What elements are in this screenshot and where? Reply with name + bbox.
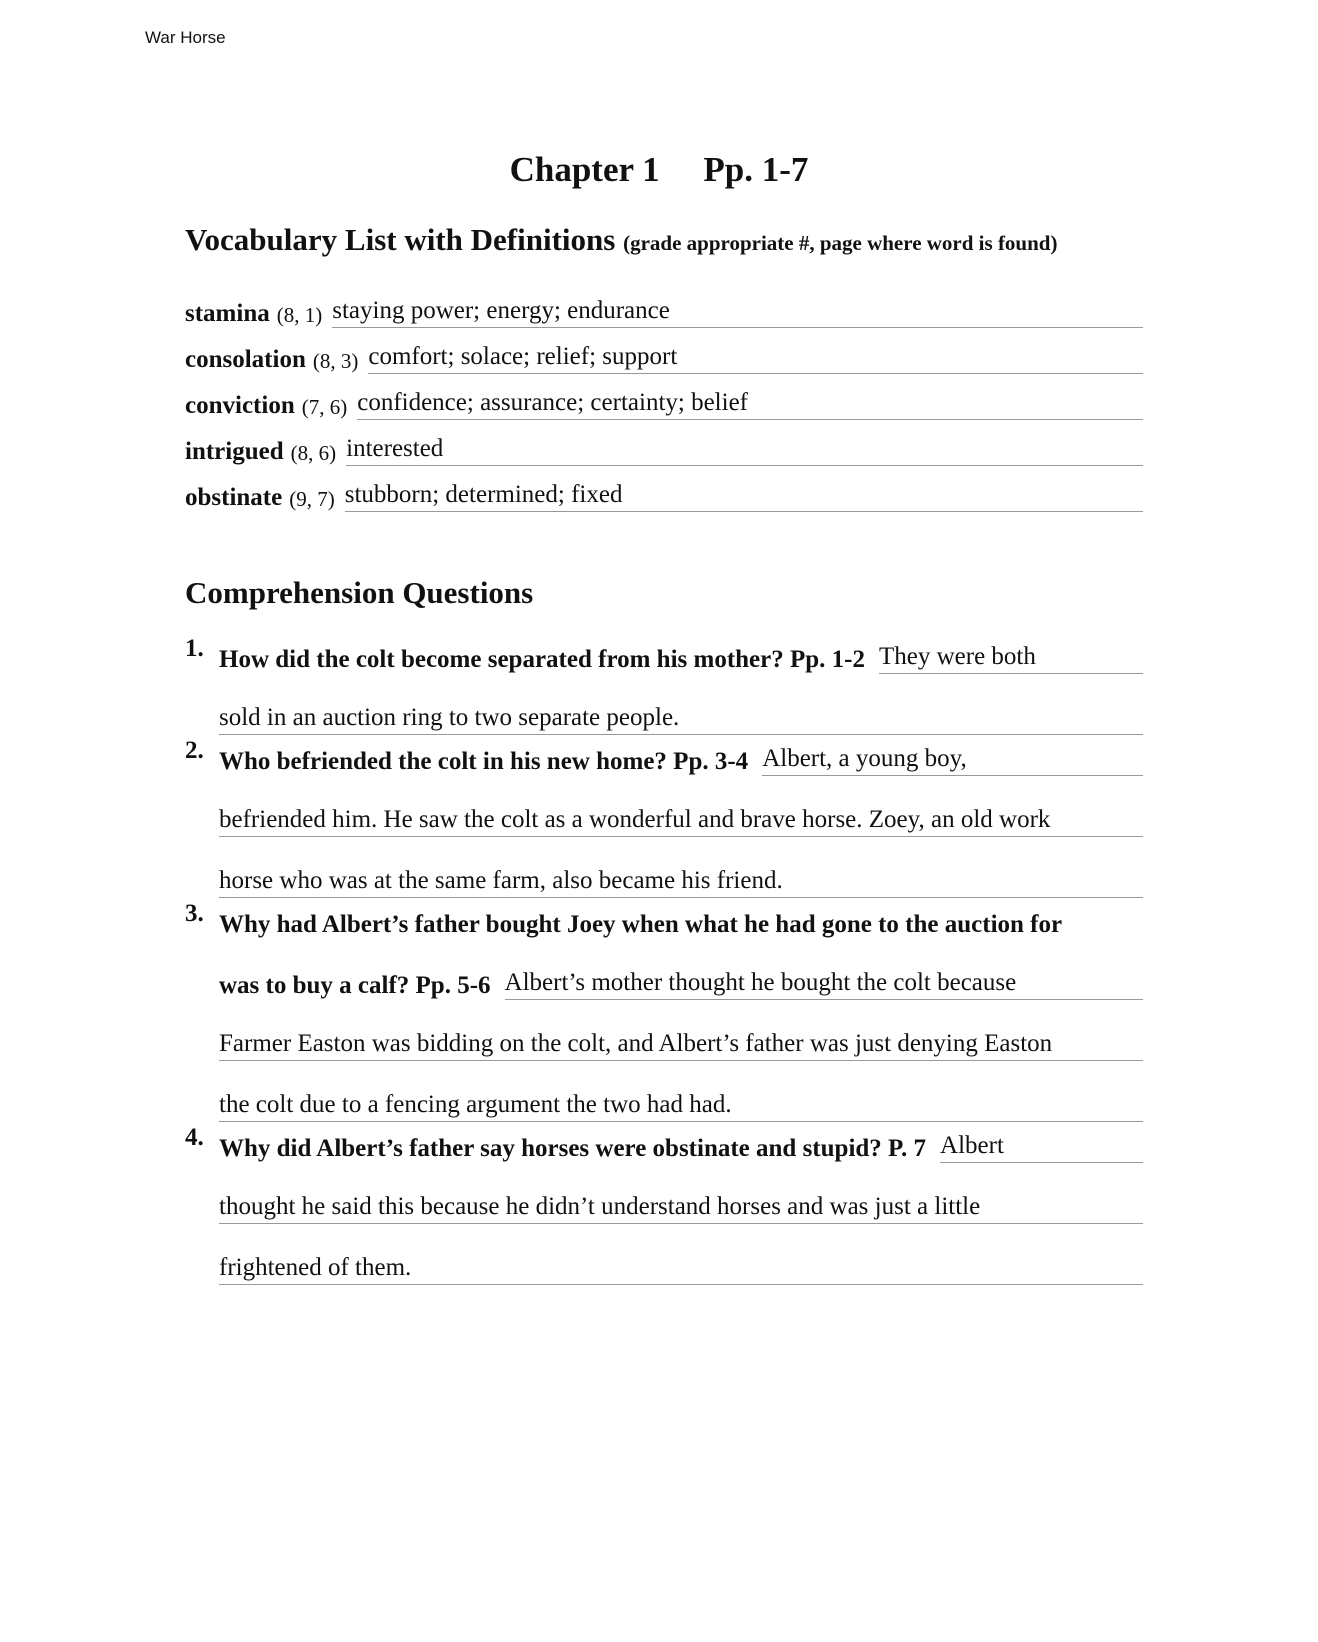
question-item [185, 635, 1143, 735]
vocab-item [185, 328, 1143, 374]
vocab-item [185, 420, 1143, 466]
vocab-definition: confidence; assurance; certainty; belief [357, 388, 1143, 420]
vocab-definition: comfort; solace; relief; support [368, 342, 1143, 374]
question-text: Who befriended the colt in his new home? Pp. 3-4 [219, 748, 749, 775]
vocab-heading [185, 222, 1057, 258]
vocab-item [185, 466, 1143, 512]
question-text: Why had Albert’s father bought Joey when what he had gone to the auction for [219, 911, 1063, 938]
question-number: 4. [185, 1124, 204, 1151]
running-header: War Horse [145, 28, 226, 47]
comprehension-heading: Comprehension Questions [185, 575, 534, 610]
question-number: 1. [185, 635, 204, 662]
vocab-definition: interested [346, 434, 1143, 466]
vocab-nums: (8, 6) [290, 441, 337, 465]
answer-line: sold in an auction ring to two separate people. [219, 703, 1143, 735]
vocab-nums: (8, 3) [312, 349, 359, 373]
question-text: How did the colt become separated from his mother? Pp. 1-2 [219, 646, 865, 673]
answer-line: thought he said this because he didn’t understand horses and was just a little [219, 1192, 1143, 1224]
vocab-heading-text: Vocabulary List with Definitions [185, 222, 616, 257]
vocab-item [185, 282, 1143, 328]
question-list [185, 635, 1143, 1287]
answer-line: horse who was at the same farm, also became his friend. [219, 866, 1143, 898]
answer-line: Albert [940, 1131, 1143, 1163]
answer-line: Albert’s mother thought he bought the colt because [505, 968, 1143, 1000]
vocab-definition: staying power; energy; endurance [332, 296, 1143, 328]
answer-line: Albert, a young boy, [762, 744, 1143, 776]
question-text: Why did Albert’s father say horses were obstinate and stupid? P. 7 [219, 1135, 927, 1162]
question-item [185, 900, 1143, 1122]
answer-line: Farmer Easton was bidding on the colt, and Albert’s father was just denying Easton [219, 1029, 1143, 1061]
vocab-list [185, 282, 1143, 512]
vocab-subheading: (grade appropriate #, page where word is found) [623, 231, 1058, 255]
question-number: 3. [185, 900, 204, 927]
answer-line: befriended him. He saw the colt as a wonderful and brave horse. Zoey, an old work [219, 805, 1143, 837]
vocab-word: obstinate [185, 484, 283, 511]
vocab-word: consolation [185, 346, 306, 373]
vocab-nums: (7, 6) [301, 395, 348, 419]
answer-line: frightened of them. [219, 1253, 1143, 1285]
vocab-word: intrigued [185, 438, 284, 465]
question-item [185, 737, 1143, 898]
chapter-title: Chapter 1 Pp. 1-7 [509, 150, 809, 189]
vocab-item [185, 374, 1143, 420]
vocab-nums: (8, 1) [276, 303, 323, 327]
vocab-nums: (9, 7) [289, 487, 335, 511]
question-item [185, 1124, 1143, 1285]
vocab-word: stamina [185, 300, 270, 327]
vocab-word: conviction [185, 392, 295, 419]
vocab-definition: stubborn; determined; fixed [345, 480, 1143, 512]
question-text: was to buy a calf? Pp. 5-6 [219, 972, 491, 999]
question-number: 2. [185, 737, 204, 764]
answer-line: They were both [879, 642, 1143, 674]
answer-line: the colt due to a fencing argument the two had had. [219, 1090, 1143, 1122]
